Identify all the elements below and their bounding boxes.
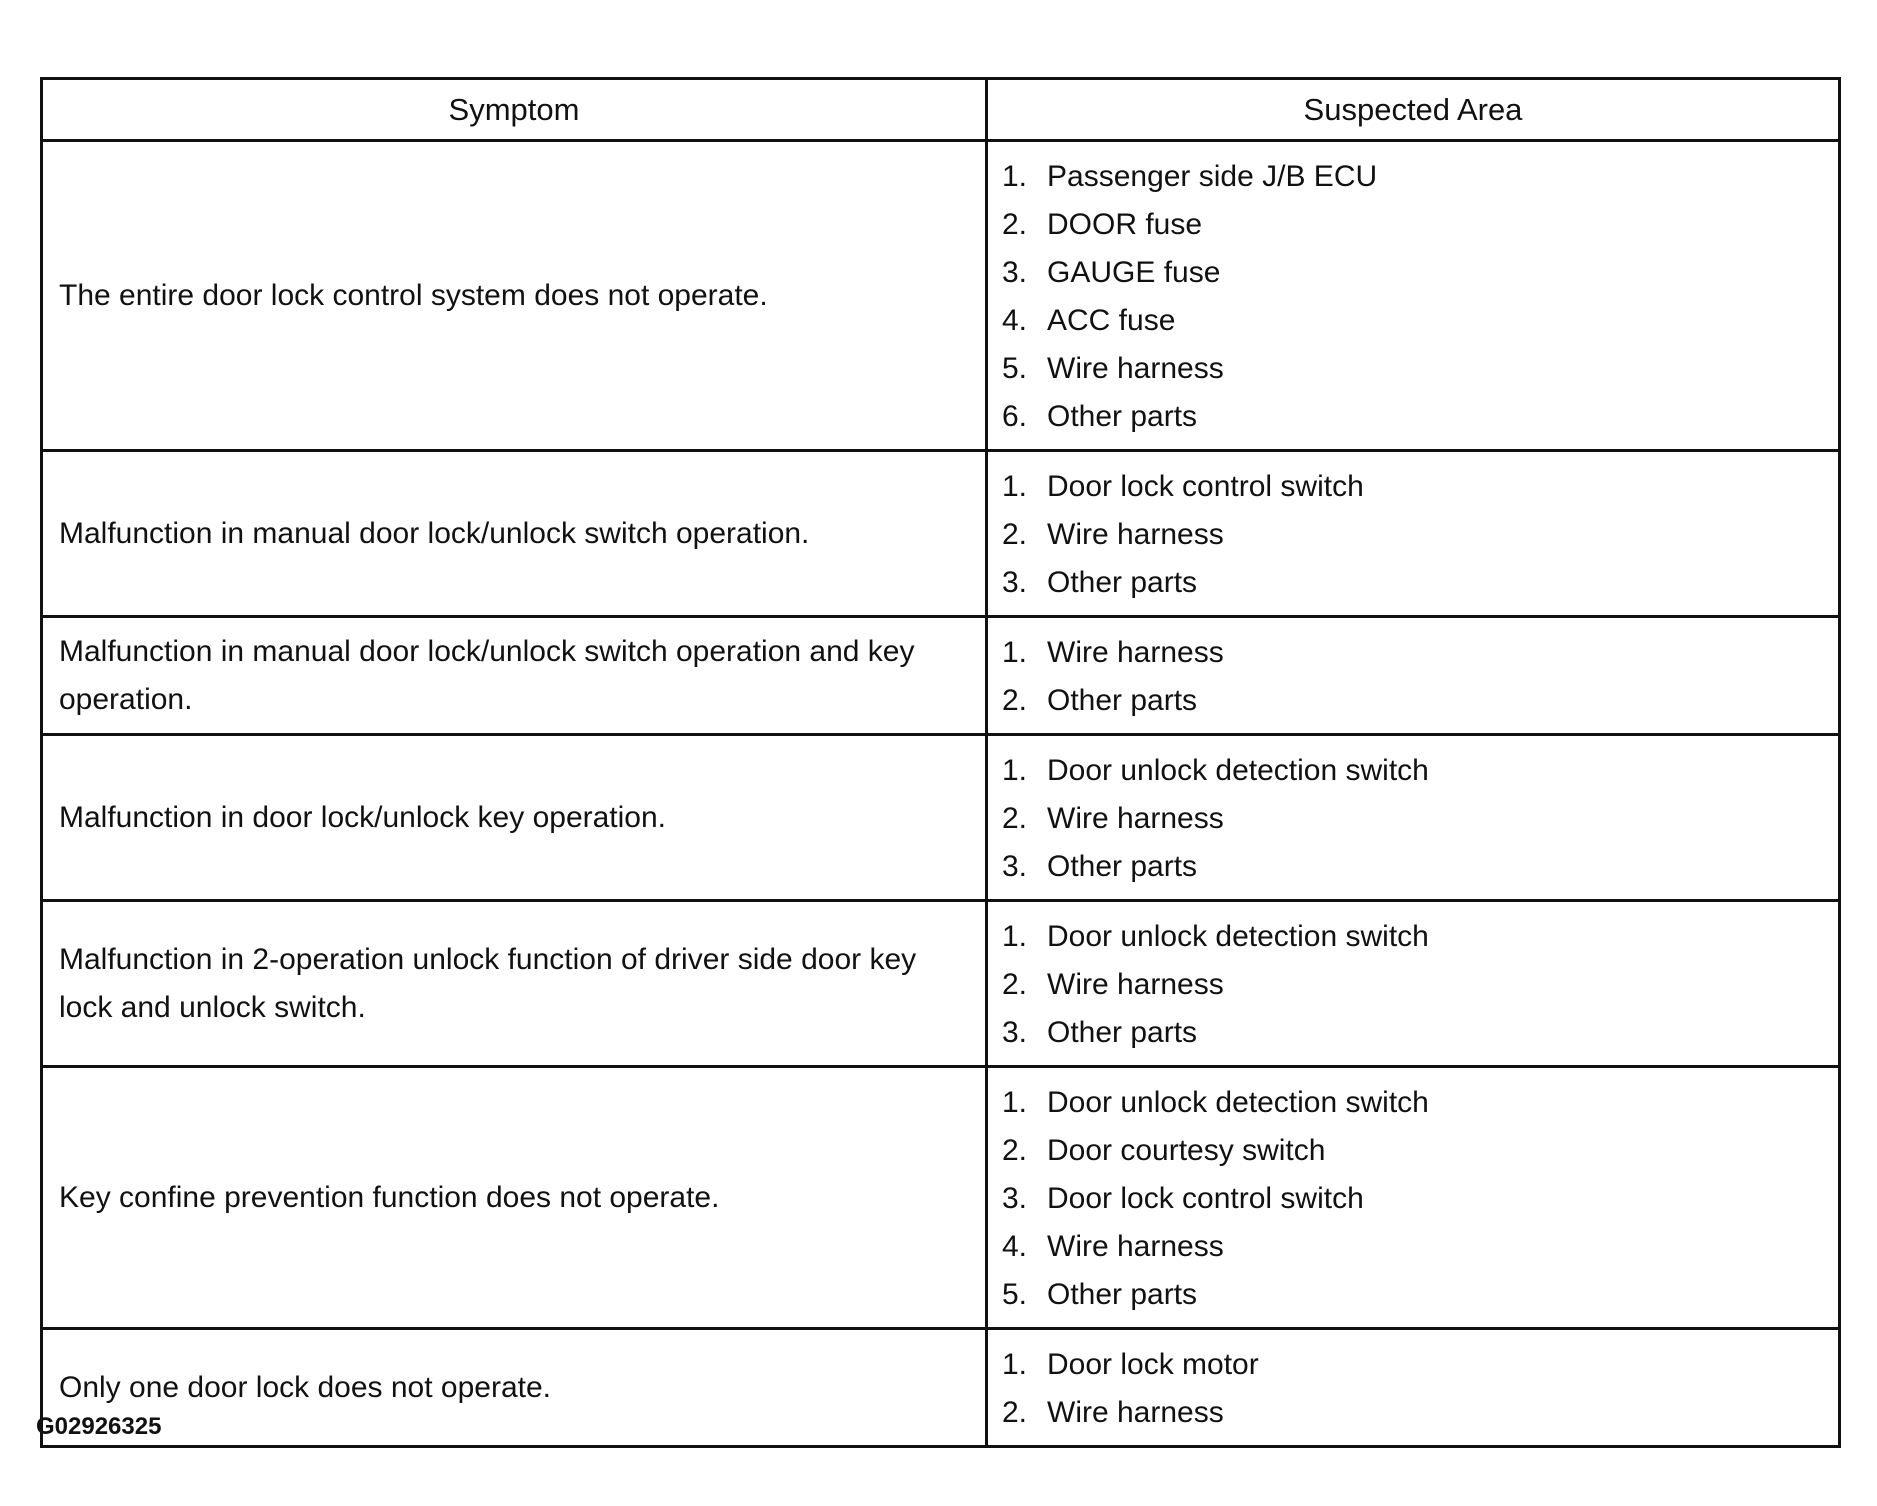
suspected-area-list [1002, 1341, 1838, 1437]
troubleshooting-table [40, 77, 1841, 1448]
symptom-cell: Malfunction in manual door lock/unlock switch operation. [43, 452, 988, 615]
list-item [1002, 249, 1838, 297]
item-text: Door unlock detection switch [1047, 754, 1429, 787]
item-number: 2. [1002, 518, 1028, 551]
item-number: 6. [1002, 400, 1028, 433]
item-text: DOOR fuse [1047, 208, 1203, 241]
symptom-cell: Malfunction in manual door lock/unlock switch operation and key operation. [43, 618, 988, 733]
item-number: 1. [1002, 636, 1028, 669]
item-number: 4. [1002, 1230, 1028, 1263]
list-item [1002, 795, 1838, 843]
item-text: Door lock control switch [1047, 1182, 1364, 1215]
item-number: 5. [1002, 1278, 1028, 1311]
table-row [43, 618, 1838, 736]
symptom-cell: Only one door lock does not operate. [43, 1330, 988, 1445]
item-text: Door lock control switch [1047, 470, 1364, 503]
item-number: 2. [1002, 684, 1028, 717]
list-item [1002, 677, 1838, 725]
list-item [1002, 1079, 1838, 1127]
item-number: 2. [1002, 802, 1028, 835]
list-item [1002, 1389, 1838, 1437]
symptom-cell: Malfunction in 2-operation unlock function of driver side door key lock and unlock switch. [43, 902, 988, 1065]
list-item [1002, 1127, 1838, 1175]
list-item [1002, 1009, 1838, 1057]
item-number: 1. [1002, 754, 1028, 787]
item-number: 3. [1002, 1182, 1028, 1215]
list-item [1002, 747, 1838, 795]
item-text: Wire harness [1047, 636, 1224, 669]
item-text: Door unlock detection switch [1047, 920, 1429, 953]
item-text: Wire harness [1047, 802, 1224, 835]
item-text: GAUGE fuse [1047, 256, 1221, 289]
item-number: 2. [1002, 968, 1028, 1001]
list-item [1002, 961, 1838, 1009]
list-item [1002, 1223, 1838, 1271]
suspected-area-list [1002, 629, 1838, 725]
item-number: 1. [1002, 160, 1028, 193]
item-text: ACC fuse [1047, 304, 1176, 337]
symptom-cell: Malfunction in door lock/unlock key operation. [43, 736, 988, 899]
item-number: 1. [1002, 920, 1028, 953]
suspected-area-cell [988, 618, 1838, 733]
item-text: Other parts [1047, 850, 1198, 883]
list-item [1002, 913, 1838, 961]
table-row [43, 452, 1838, 618]
suspected-area-cell [988, 1330, 1838, 1445]
item-text: Door unlock detection switch [1047, 1086, 1429, 1119]
item-number: 4. [1002, 304, 1028, 337]
item-text: Wire harness [1047, 518, 1224, 551]
list-item [1002, 201, 1838, 249]
item-text: Door courtesy switch [1047, 1134, 1326, 1167]
item-number: 3. [1002, 1016, 1028, 1049]
item-text: Wire harness [1047, 352, 1224, 385]
item-text: Door lock motor [1047, 1348, 1259, 1381]
table-header-row [43, 80, 1838, 142]
symptom-cell: Key confine prevention function does not operate. [43, 1068, 988, 1327]
suspected-area-cell [988, 142, 1838, 449]
suspected-area-cell [988, 736, 1838, 899]
list-item [1002, 629, 1838, 677]
table-row [43, 142, 1838, 452]
item-number: 2. [1002, 1396, 1028, 1429]
item-text: Other parts [1047, 1016, 1198, 1049]
list-item [1002, 843, 1838, 891]
item-text: Other parts [1047, 400, 1198, 433]
item-text: Wire harness [1047, 968, 1224, 1001]
item-text: Other parts [1047, 566, 1198, 599]
item-number: 3. [1002, 566, 1028, 599]
list-item [1002, 511, 1838, 559]
item-text: Passenger side J/B ECU [1047, 160, 1378, 193]
table-row [43, 736, 1838, 902]
suspected-area-list [1002, 463, 1838, 607]
item-text: Wire harness [1047, 1230, 1224, 1263]
list-item [1002, 1341, 1838, 1389]
list-item [1002, 153, 1838, 201]
figure-id: G02926325 [36, 1413, 162, 1440]
suspected-area-list [1002, 153, 1838, 441]
list-item [1002, 345, 1838, 393]
suspected-area-cell [988, 452, 1838, 615]
list-item [1002, 559, 1838, 607]
item-number: 3. [1002, 256, 1028, 289]
table-row [43, 902, 1838, 1068]
item-number: 5. [1002, 352, 1028, 385]
list-item [1002, 297, 1838, 345]
list-item [1002, 463, 1838, 511]
item-text: Wire harness [1047, 1396, 1224, 1429]
suspected-area-cell [988, 902, 1838, 1065]
item-number: 2. [1002, 208, 1028, 241]
item-text: Other parts [1047, 1278, 1198, 1311]
suspected-area-list [1002, 747, 1838, 891]
item-number: 1. [1002, 470, 1028, 503]
item-number: 1. [1002, 1348, 1028, 1381]
symptom-column-header: Symptom [43, 80, 988, 139]
item-number: 2. [1002, 1134, 1028, 1167]
item-number: 1. [1002, 1086, 1028, 1119]
item-text: Other parts [1047, 684, 1198, 717]
list-item [1002, 1271, 1838, 1319]
suspected-area-column-header: Suspected Area [1303, 91, 1523, 127]
suspected-area-list [1002, 913, 1838, 1057]
symptom-cell: The entire door lock control system does not operate. [43, 142, 988, 449]
suspected-area-cell [988, 1068, 1838, 1327]
table-row [43, 1330, 1838, 1445]
item-number: 3. [1002, 850, 1028, 883]
list-item [1002, 1175, 1838, 1223]
suspected-area-list [1002, 1079, 1838, 1319]
list-item [1002, 393, 1838, 441]
table-row [43, 1068, 1838, 1330]
